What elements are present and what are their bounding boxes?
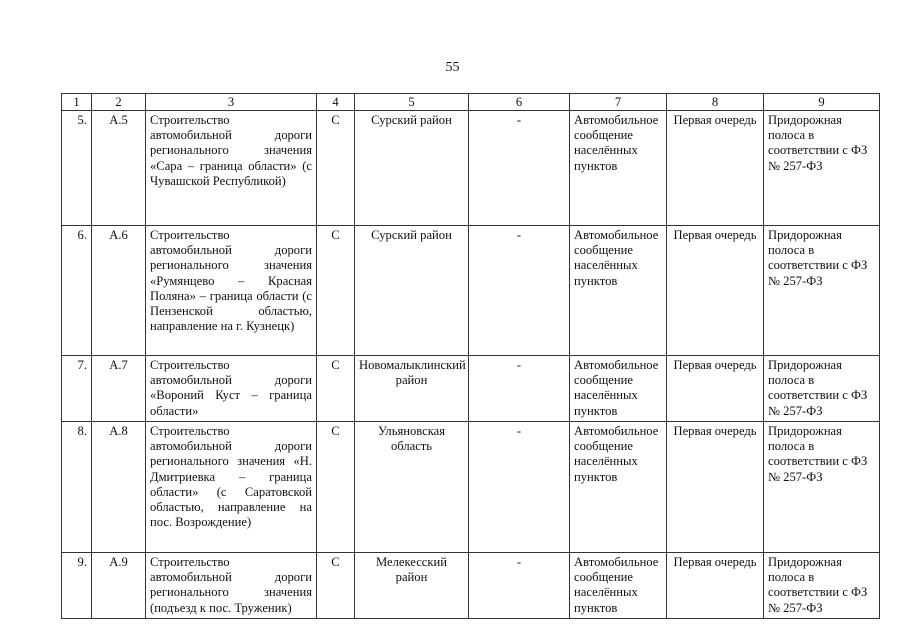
location-cell: Новомалыклинский район: [355, 356, 469, 422]
queue-cell: Первая очередь: [667, 226, 764, 356]
header-cell-3: 3: [146, 94, 317, 111]
table-row: [62, 356, 880, 422]
table-row: [62, 111, 880, 226]
purpose-cell: Автомобильное сообщение населённых пунктов: [570, 356, 667, 422]
row-number-cell: 7.: [62, 356, 92, 422]
zone-cell: Придорожная полоса в соответствии с ФЗ № 257-ФЗ: [764, 356, 880, 422]
header-cell-5: 5: [355, 94, 469, 111]
object-name-cell: Строительство автомобильной дороги регионального значения «Сара – граница области» (с Чувашской Республикой): [146, 111, 317, 226]
zone-cell: Придорожная полоса в соответствии с ФЗ № 257-ФЗ: [764, 111, 880, 226]
header-row: [62, 94, 880, 111]
location-cell: Сурский район: [355, 111, 469, 226]
zone-cell: Придорожная полоса в соответствии с ФЗ № 257-ФЗ: [764, 422, 880, 553]
row-number-cell: 5.: [62, 111, 92, 226]
row-number-cell: 6.: [62, 226, 92, 356]
queue-cell: Первая очередь: [667, 553, 764, 619]
object-code-cell: А.7: [92, 356, 146, 422]
purpose-cell: Автомобильное сообщение населённых пунктов: [570, 111, 667, 226]
header-cell-6: 6: [469, 94, 570, 111]
location-cell: Сурский район: [355, 226, 469, 356]
zone-cell: Придорожная полоса в соответствии с ФЗ № 257-ФЗ: [764, 226, 880, 356]
purpose-cell: Автомобильное сообщение населённых пунктов: [570, 422, 667, 553]
object-name-cell: Строительство автомобильной дороги регионального значения «Н. Дмитриевка – граница области» (с Саратовской областью, направление на пос. Возрождение): [146, 422, 317, 553]
queue-cell: Первая очередь: [667, 422, 764, 553]
planning-table: [61, 93, 880, 619]
column-6-cell: -: [469, 422, 570, 553]
status-cell: С: [317, 356, 355, 422]
table-row: [62, 422, 880, 553]
column-6-cell: -: [469, 356, 570, 422]
column-6-cell: -: [469, 553, 570, 619]
header-cell-9: 9: [764, 94, 880, 111]
object-name-cell: Строительство автомобильной дороги регионального значения (подъезд к пос. Труженик): [146, 553, 317, 619]
table-row: [62, 226, 880, 356]
column-6-cell: -: [469, 226, 570, 356]
object-name-cell: Строительство автомобильной дороги регионального значения «Румянцево – Красная Поляна» – граница области (с Пензенской областью, направление на г. Кузнецк): [146, 226, 317, 356]
status-cell: С: [317, 226, 355, 356]
status-cell: С: [317, 553, 355, 619]
queue-cell: Первая очередь: [667, 111, 764, 226]
object-code-cell: А.8: [92, 422, 146, 553]
queue-cell: Первая очередь: [667, 356, 764, 422]
location-cell: Мелекесский район: [355, 553, 469, 619]
table-row: [62, 553, 880, 619]
object-code-cell: А.5: [92, 111, 146, 226]
status-cell: С: [317, 422, 355, 553]
location-cell: Ульяновская область: [355, 422, 469, 553]
header-cell-2: 2: [92, 94, 146, 111]
object-name-cell: Строительство автомобильной дороги «Вороний Куст – граница области»: [146, 356, 317, 422]
header-cell-8: 8: [667, 94, 764, 111]
header-cell-7: 7: [570, 94, 667, 111]
row-number-cell: 9.: [62, 553, 92, 619]
status-cell: С: [317, 111, 355, 226]
object-code-cell: А.9: [92, 553, 146, 619]
header-cell-1: 1: [62, 94, 92, 111]
zone-cell: Придорожная полоса в соответствии с ФЗ № 257-ФЗ: [764, 553, 880, 619]
column-6-cell: -: [469, 111, 570, 226]
purpose-cell: Автомобильное сообщение населённых пунктов: [570, 226, 667, 356]
object-code-cell: А.6: [92, 226, 146, 356]
row-number-cell: 8.: [62, 422, 92, 553]
purpose-cell: Автомобильное сообщение населённых пунктов: [570, 553, 667, 619]
header-cell-4: 4: [317, 94, 355, 111]
page-number: 55: [445, 60, 460, 75]
